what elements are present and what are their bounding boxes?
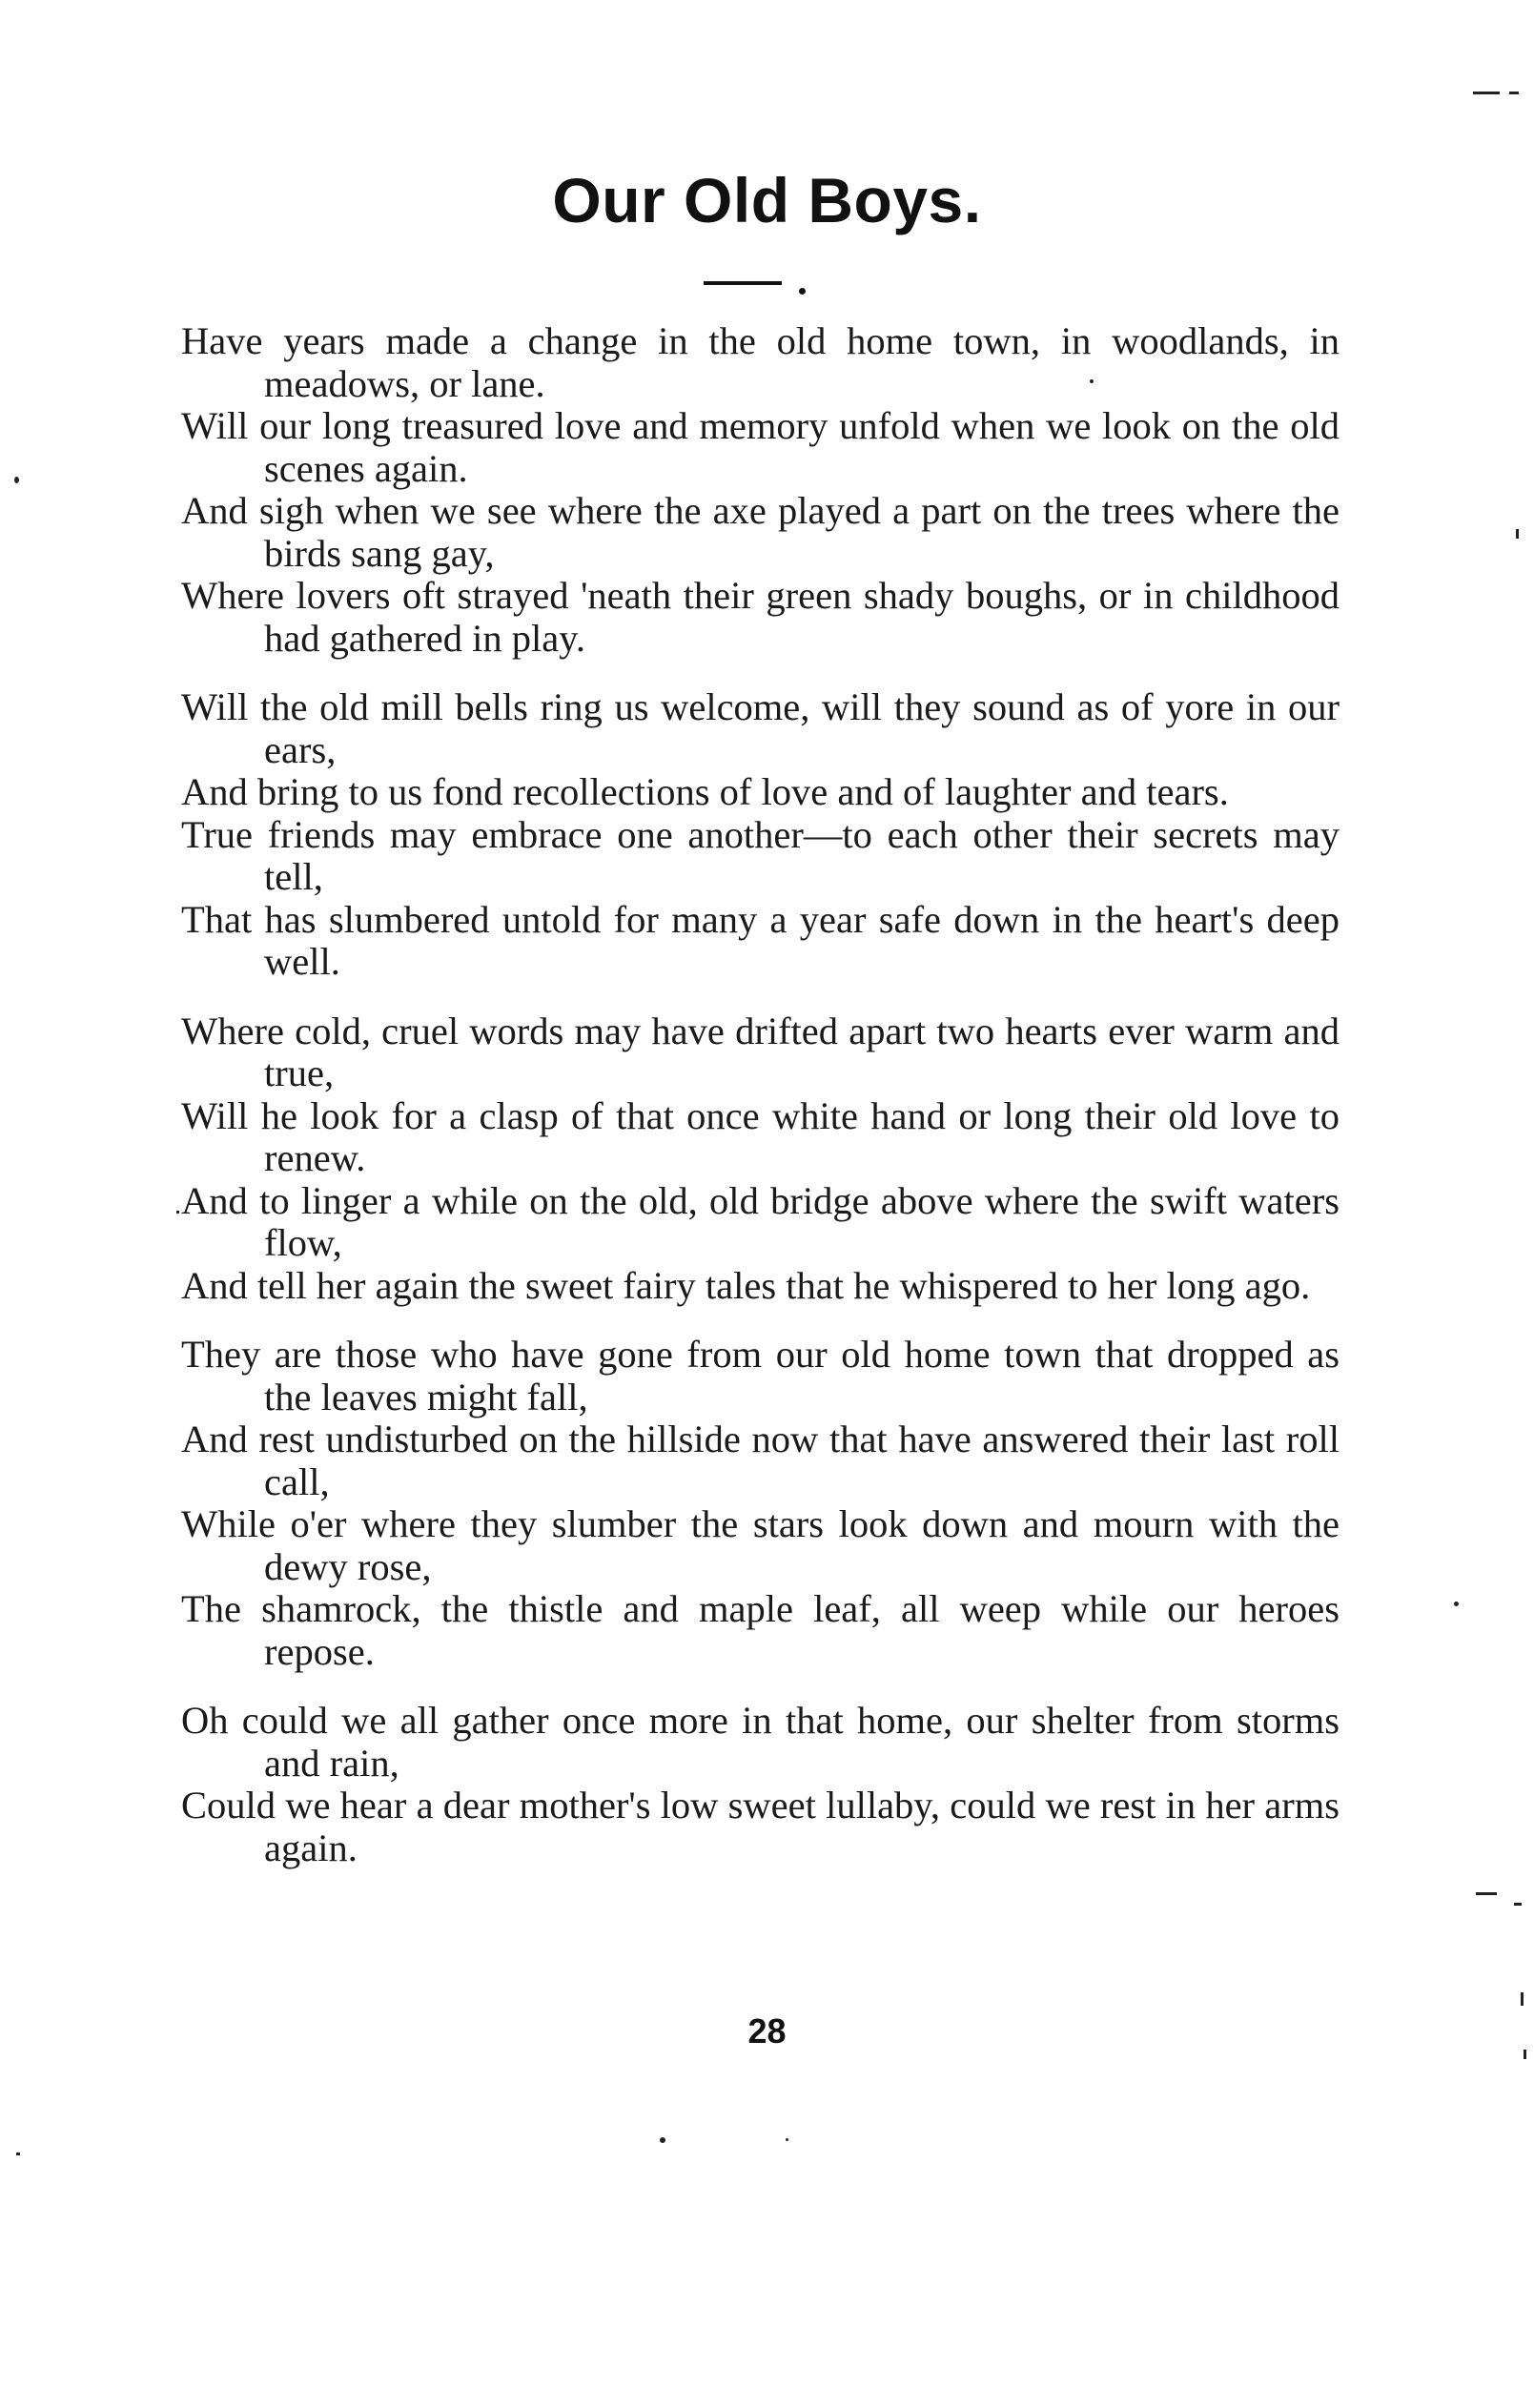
scan-speck	[786, 2138, 788, 2141]
scan-speck	[660, 2137, 665, 2143]
stanza-5	[181, 1700, 1340, 1869]
stanza-3	[181, 1010, 1340, 1308]
verse-line: And rest undisturbed on the hillside now that have answered their last roll call,	[181, 1418, 1340, 1503]
scan-speck	[176, 1211, 179, 1214]
scan-speck	[1521, 1992, 1524, 2006]
verse-line: Have years made a change in the old home town, in woodlands, in meadows, or lane.	[181, 319, 1340, 405]
page-number: 28	[747, 2011, 787, 2051]
scan-speck	[1514, 1903, 1522, 1906]
scan-speck	[1454, 1602, 1459, 1606]
scan-speck	[14, 477, 19, 483]
verse-line: Could we hear a dear mother's low sweet lullaby, could we rest in her arms again.	[181, 1784, 1340, 1869]
scan-speck	[1509, 92, 1519, 94]
verse-line: True friends may embrace one another—to each other their secrets may tell,	[181, 812, 1340, 898]
verse-line: Oh could we all gather once more in that home, our shelter from storms and rain,	[181, 1699, 1340, 1785]
verse-line: Will our long treasured love and memory unfold when we look on the old scenes again.	[181, 404, 1340, 490]
verse-line: That has slumbered untold for many a year safe down in the heart's deep well.	[181, 897, 1340, 983]
stanza-4	[181, 1334, 1340, 1673]
stanza-2	[181, 686, 1340, 984]
scan-speck	[1476, 1892, 1497, 1895]
scan-speck	[16, 2153, 20, 2155]
verse-line: Where cold, cruel words may have drifted apart two hearts ever warm and true,	[181, 1009, 1340, 1094]
verse-line: And bring to us fond recollections of love and of laughter and tears.	[181, 770, 1229, 813]
verse-line: Will he look for a clasp of that once white hand or long their old love to renew.	[181, 1093, 1340, 1179]
poem-title: Our Old Boys.	[552, 165, 982, 235]
verse-line: While o'er where they slumber the stars look down and mourn with the dewy rose,	[181, 1502, 1340, 1588]
stanza-1	[181, 320, 1340, 660]
scan-speck	[1090, 379, 1094, 383]
verse-line: The shamrock, the thistle and maple leaf, all weep while our heroes repose.	[181, 1587, 1340, 1673]
title-divider	[704, 281, 782, 285]
verse-line: And to linger a while on the old, old bridge above where the swift waters flow,	[181, 1178, 1340, 1264]
verse-line: They are those who have gone from our old home town that dropped as the leaves might fall,	[181, 1333, 1340, 1418]
scan-speck	[1516, 529, 1519, 539]
scan-speck	[1473, 92, 1500, 94]
scan-speck	[1524, 2050, 1526, 2059]
verse-line: And sigh when we see where the axe played a part on the trees where the birds sang gay,	[181, 489, 1340, 575]
poem-body	[181, 320, 1340, 1896]
title-divider-dot	[799, 288, 806, 295]
verse-line: And tell her again the sweet fairy tales that he whispered to her long ago.	[181, 1263, 1311, 1307]
verse-line: Where lovers oft strayed 'neath their green shady boughs, or in childhood had gathered in play.	[181, 574, 1340, 660]
verse-line: Will the old mill bells ring us welcome, will they sound as of yore in our ears,	[181, 685, 1340, 771]
